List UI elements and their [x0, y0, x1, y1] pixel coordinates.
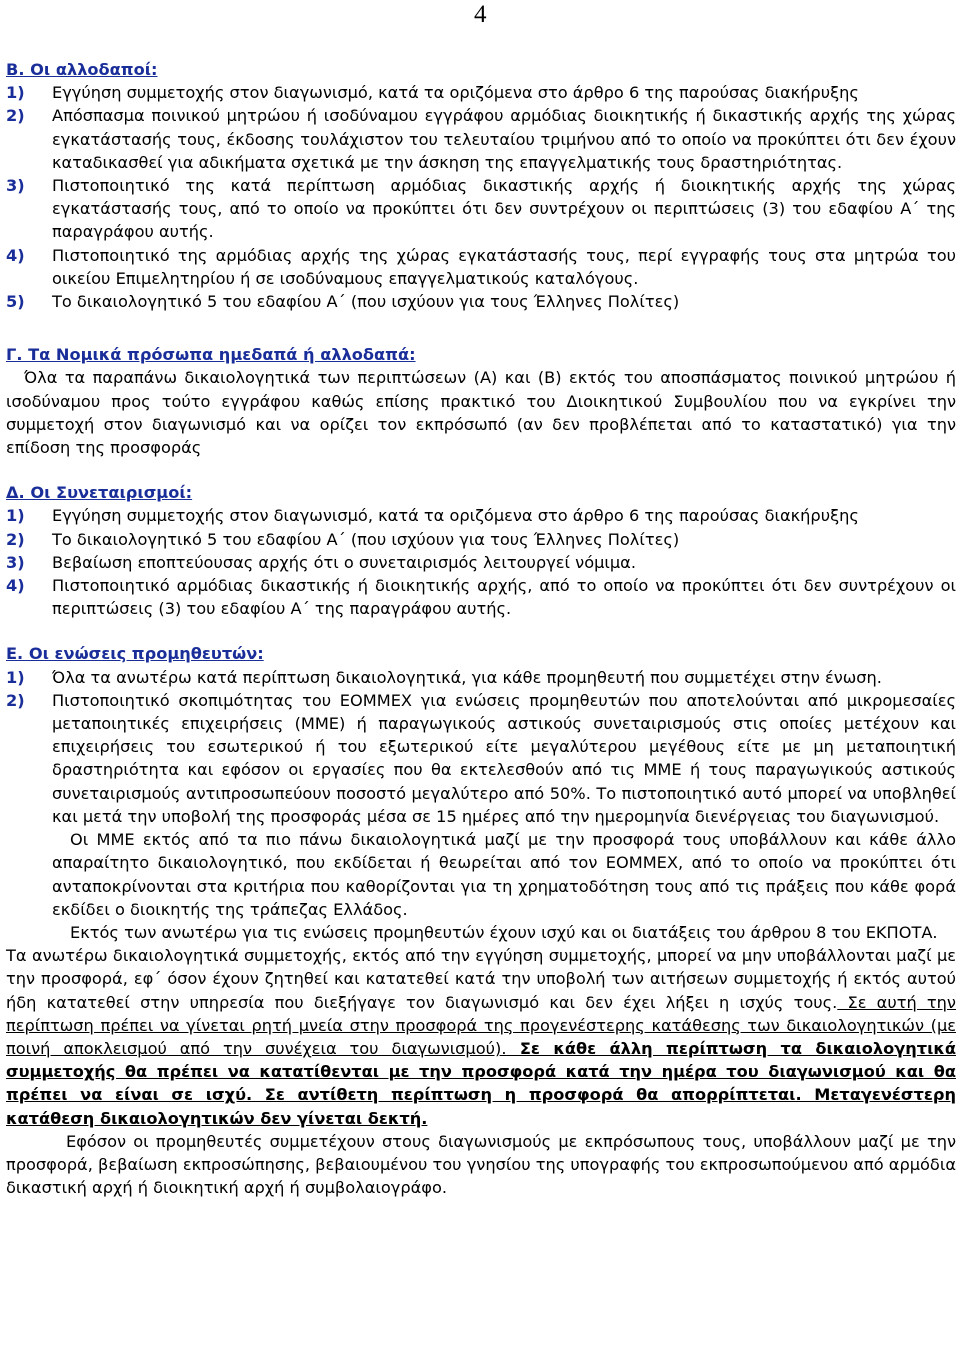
item-text: Το δικαιολογητικό 5 του εδαφίου Α΄ (που ισχύουν για τους Έλληνες Πολίτες) — [52, 529, 680, 549]
list-item — [6, 81, 956, 104]
item-number: 1) — [6, 83, 25, 103]
closing-paragraph — [6, 944, 956, 1130]
list-item — [6, 504, 956, 527]
list-item — [6, 104, 956, 174]
item-text: Πιστοποιητικό της αρμόδιας αρχής της χώρας εγκατάστασής τους, περί εγγραφής τους στα μητρώα του οικείου Επιμελητηρίου ή σε ισοδύναμους επαγγελματικούς καταλόγους. — [52, 245, 956, 288]
item-text: Πιστοποιητικό αρμόδιας δικαστικής ή διοικητικής αρχής, από το οποίο να προκύπτει ότι δεν συντρέχουν οι περιπτώσεις (3) του εδαφίου Α΄ της παραγράφου αυτής. — [52, 576, 956, 619]
item-number: 2) — [6, 529, 25, 549]
item-text: Βεβαίωση εποπτεύουσας αρχής ότι ο συνεταιρισμός λειτουργεί νόμιμα. — [52, 552, 636, 572]
section-g-heading: Γ. Τα Νομικά πρόσωπα ημεδαπά ή αλλοδαπά: — [6, 345, 416, 365]
list-item — [6, 666, 956, 689]
item-text: Όλα τα ανωτέρω κατά περίπτωση δικαιολογητικά, για κάθε προμηθευτή που συμμετέχει στην ένωση. — [52, 667, 882, 687]
item-number: 1) — [6, 506, 25, 526]
list-item — [6, 528, 956, 551]
closing-bold-text: Σε κάθε άλλη περίπτωση τα δικαιολογητικά συμμετοχής θα πρέπει να κατατίθενται με την προσφορά κατά την ημέρα του διαγωνισμού και θα πρέπει να είναι σε ισχύ. Σε αντίθετη περίπτωση η προσφορά θα απορρίπτεται. Μεταγενέστερη κατάθεση δικαιολογητικών δεν γίνεται δεκτή. — [6, 1038, 957, 1128]
item-text: Εγγύηση συμμετοχής στον διαγωνισμό, κατά τα οριζόμενα στο άρθρο 6 της παρούσας διακήρυξης — [52, 83, 859, 103]
section-e-subparagraph: Εκτός των ανωτέρω για τις ενώσεις προμηθευτών έχουν ισχύ και οι διατάξεις του άρθρου 8 του ΕΚΠΟΤΑ. — [70, 922, 938, 942]
list-item — [6, 174, 956, 244]
item-number: 4) — [6, 245, 25, 265]
item-number: 4) — [6, 576, 25, 596]
item-number: 3) — [6, 552, 25, 572]
section-d-heading: Δ. Οι Συνεταιρισμοί: — [6, 483, 193, 503]
item-text: Πιστοποιητικό σκοπιμότητας του ΕΟΜΜΕΧ για ενώσεις προμηθευτών που αποτελούνται από μικρομεσαίες μεταποιητικές επιχειρήσεις (ΜΜΕ) ή παραγωγικούς αστικούς συνεταιρισμούς στις οποίες μετέχουν και επιχειρήσεις του εσωτερικού ή του εξωτερικού είτε μεγαλύτερου μεγέθους είτε με μη μεταποιητική δραστηριότητα και εφόσον οι εργασίες που θα εκτελεσθούν από τις ΜΜΕ ή τους παραγωγικούς αστικούς συνεταιρισμούς αντιπροσωπεύουν ποσοστό μεγαλύτερο από 50%. Το πιστοποιητικό αυτό μπορεί να υποβληθεί και μετά την υποβολή της προσφοράς μέσα σε 15 ημέρες από την ημερομηνία διενέργειας του διαγωνισμού. — [52, 690, 956, 826]
closing-underlined-text: Σε αυτή την περίπτωση πρέπει να γίνεται ρητή μνεία στην προσφορά της προγενέστερης κατάθεσης των δικαιολογητικών (με ποινή αποκλεισμού από την συνέχεια του διαγωνισμού). — [6, 992, 956, 1058]
item-number: 5) — [6, 292, 25, 312]
page-number: 4 — [474, 1, 487, 28]
section-b-heading: Β. Οι αλλοδαποί: — [6, 60, 158, 79]
list-item — [6, 290, 956, 313]
list-item — [6, 574, 956, 620]
item-text: Πιστοποιητικό της κατά περίπτωση αρμόδιας δικαστικής αρχής ή διοικητικής αρχής της χώρας εγκατάστασής τους, από το οποίο να προκύπτει ότι δεν συντρέχουν οι περιπτώσεις (3) του εδαφίου Α΄ της παραγράφου αυτής. — [52, 176, 956, 242]
item-number: 1) — [6, 667, 25, 687]
section-g-paragraph: Όλα τα παραπάνω δικαιολογητικά των περιπτώσεων (Α) και (Β) εκτός του αποσπάσματος ποινικού μητρώου ή ισοδύναμου προς τούτο εγγράφου καθώς επίσης πρακτικό του Διοικητικού Συμβουλίου που να εγκρίνει την συμμετοχή στον διαγωνισμό και να ορίζει τον εκπρόσωπό (αν δεν προβλέπεται από το καταστατικό) για την επίδοση της προσφοράς — [6, 368, 956, 458]
item-number: 2) — [6, 690, 25, 710]
list-item — [6, 551, 956, 574]
section-e-heading: Ε. Οι ενώσεις προμηθευτών: — [6, 644, 264, 664]
item-text: Το δικαιολογητικό 5 του εδαφίου Α΄ (που ισχύουν για τους Έλληνες Πολίτες) — [52, 292, 680, 312]
list-item — [6, 689, 956, 828]
item-text: Εγγύηση συμμετοχής στον διαγωνισμό, κατά τα οριζόμενα στο άρθρο 6 της παρούσας διακήρυξης — [52, 506, 859, 526]
section-e-subparagraph: Οι ΜΜΕ εκτός από τα πιο πάνω δικαιολογητικά μαζί με την προσφορά τους υποβάλλουν και κάθε άλλο απαραίτητο δικαιολογητικό, που εκδίδεται ή θεωρείται από τον ΕΟΜΜΕΧ, από το οποίο να προκύπτει ότι ανταποκρίνονται στα κριτήρια που καθορίζονται για τη χρηματοδότηση τους από τις πράξεις που κάθε φορά εκδίδει ο διοικητής της τράπεζας Ελλάδος. — [52, 830, 956, 919]
closing-plain-text: Τα ανωτέρω δικαιολογητικά συμμετοχής, εκτός από την εγγύηση συμμετοχής, μπορεί να μην υποβάλλονται μαζί με την προσφορά, εφ΄ όσον έχουν ζητηθεί και κατατεθεί κατά την υποβολή των αιτήσεων συμμετοχής ή εκτός αυτού ήδη κατατεθεί στην υπηρεσία που διεξήγαγε τον διαγωνισμό και δεν έχει λήξει η ισχύς τους. — [6, 946, 956, 1012]
item-text: Απόσπασμα ποινικού μητρώου ή ισοδύναμου εγγράφου αρμόδιας διοικητικής ή δικαστικής αρχής της χώρας εγκατάστασής τους, έκδοσης τουλάχιστον του τελευταίου τριμήνου από το οποίο να προκύπτει ότι δεν έχουν καταδικασθεί για αδικήματα σχετικά με την άσκηση της επαγγελματικής τους δραστηριότητας. — [52, 106, 956, 172]
representation-paragraph: Εφόσον οι προμηθευτές συμμετέχουν στους διαγωνισμούς με εκπρόσωπους τους, υποβάλλουν μαζί με την προσφορά, βεβαίωση εκπροσώπησης, βεβαιουμένου του γνησίου της υπογραφής του εκπροσωπούμενου από αρμόδια δικαστική αρχή ή διοικητική αρχή ή συμβολαιογράφο. — [6, 1131, 956, 1198]
item-number: 2) — [6, 106, 25, 126]
list-item — [6, 244, 956, 290]
document-body — [6, 58, 956, 1199]
item-number: 3) — [6, 176, 25, 196]
